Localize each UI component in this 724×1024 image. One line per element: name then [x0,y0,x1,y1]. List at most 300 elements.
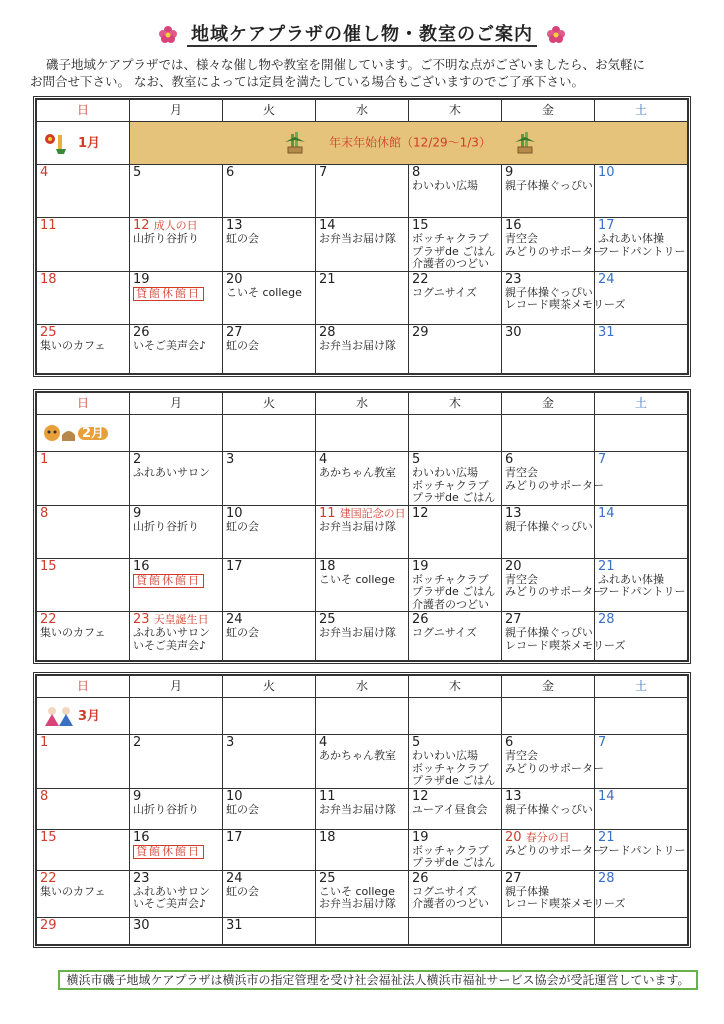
event-label: 親子体操ぐっぴい [505,285,593,299]
event-label: プラザde ごはん [412,244,496,258]
day-cell [409,218,502,272]
day-cell [409,870,502,917]
day-cell [223,788,316,829]
event-label: 青空会 [505,572,538,586]
day-number [226,506,315,521]
weekday-header: 日 [37,393,130,415]
day-number-value: 14 [319,218,336,233]
day-cell [223,505,316,558]
day-number [319,452,408,467]
day-cell [37,612,130,661]
event-label: わいわい広場 [412,466,478,479]
day-cell [130,829,223,870]
event-label: 青空会 [505,232,538,245]
day-number [226,452,315,467]
day-number [598,789,687,804]
day-number [226,165,315,180]
empty-cell [595,415,688,452]
event-label: ふれあい体操 [598,572,664,586]
day-number [226,559,315,574]
day-cell [223,612,316,661]
weekday-header: 火 [223,393,316,415]
day-number-value: 24 [226,612,243,627]
day-number-value: 18 [319,558,336,574]
event-label: ボッチャクラブ [412,232,489,245]
event-label: お弁当お届け隊 [319,802,396,816]
event-label: いそご美声会♪ [133,338,207,352]
day-cell [595,558,688,612]
day-number-value: 4 [40,165,49,180]
weekday-header: 月 [130,100,223,122]
day-number-value: 29 [40,917,57,933]
day-number [505,272,594,287]
day-number-value: 17 [226,829,243,845]
day-number-value: 30 [133,917,150,933]
day-number [412,325,501,340]
event-label: あかちゃん教室 [319,466,396,479]
event-label: みどりのサポーター [505,244,604,258]
day-cell [223,870,316,917]
day-number-value: 3 [226,452,235,467]
day-number [505,506,594,521]
weekday-header: 土 [595,100,688,122]
day-number-value: 26 [133,324,150,340]
event-label: みどりのサポーター [505,478,604,492]
day-number [226,789,315,804]
day-cell [502,324,595,373]
day-cell [223,452,316,506]
day-number [40,559,129,574]
day-number-value: 18 [319,829,336,845]
event-label: ボッチャクラブ [412,761,489,775]
day-number [133,325,222,340]
calendar-march [33,672,691,948]
week-row [37,218,688,272]
day-number-value: 23 [133,870,150,886]
event-label: プラザde ごはん [412,585,496,598]
closed-day-label: 貸館休館日 [133,845,204,859]
calendar-february [33,389,691,664]
day-cell [316,165,409,218]
day-cell [130,917,223,944]
day-cell [37,271,130,324]
event-label: ふれあいサロン [133,466,210,479]
day-cell [37,788,130,829]
month-label [40,122,129,164]
weekday-header: 木 [409,100,502,122]
day-number-value: 16 [505,218,522,233]
day-number [319,272,408,287]
empty-cell [223,698,316,735]
day-cell [502,505,595,558]
event-label: 虹の会 [226,232,259,245]
day-number [505,452,594,467]
kadomatsu-icon [283,132,307,154]
empty-cell [223,415,316,452]
day-number [133,506,222,521]
day-number-value: 1 [40,735,49,750]
weekday-header: 金 [502,393,595,415]
day-number [319,612,408,627]
day-number-value: 26 [412,612,429,627]
day-number-value: 6 [505,452,514,467]
empty-cell [130,415,223,452]
empty-cell [130,698,223,735]
day-number [319,165,408,180]
weekday-header: 木 [409,393,502,415]
event-label: ふれあい体操 [598,232,664,245]
week-row [37,612,688,661]
day-number-value: 17 [226,558,243,574]
day-cell [316,558,409,612]
day-cell [595,612,688,661]
week-row [37,452,688,506]
empty-cell [316,698,409,735]
day-cell [130,218,223,272]
day-number [598,830,687,845]
event-label: プラザde ごはん [412,491,496,504]
event-label: いそご美声会♪ [133,897,207,910]
day-number [226,830,315,845]
holiday-label: 建国記念の日 [339,506,406,520]
day-number [133,559,222,574]
month-label-cell [37,698,130,735]
day-number [598,452,687,467]
event-label: 虹の会 [226,884,259,898]
day-cell [502,558,604,612]
day-number [40,612,129,627]
week-row [37,870,688,917]
day-number-value: 27 [505,612,522,627]
day-number [412,165,501,180]
day-cell [37,558,130,612]
day-number-value: 15 [40,829,57,845]
day-cell [595,452,688,506]
event-label: 集いのカフェ [40,626,106,639]
day-number-value: 13 [226,218,243,233]
holiday-label: 成人の日 [153,219,198,232]
weekday-header: 金 [502,676,595,698]
event-label: いそご美声会♪ [133,638,207,652]
day-number-value: 23 [505,271,522,287]
day-cell [316,218,409,272]
week-row [37,271,688,324]
day-number-value: 8 [40,788,49,804]
day-cell [37,218,130,272]
event-label: みどりのサポーター [505,585,604,598]
day-number-value: 21 [319,271,336,287]
event-label: レコード喫茶メモリーズ [505,897,626,910]
weekday-header-row [37,676,688,698]
day-number-value: 10 [226,788,243,804]
event-label: お弁当お届け隊 [319,897,396,910]
event-label: お弁当お届け隊 [319,519,396,533]
day-cell [130,165,223,218]
weekday-header: 金 [502,100,595,122]
day-cell [502,735,604,789]
day-number [133,272,222,287]
weekday-header: 月 [130,676,223,698]
day-cell [595,324,688,373]
day-number [40,272,129,287]
day-cell [595,218,688,272]
event-label: 介護者のつどい [412,597,489,611]
day-number [598,325,687,340]
day-number-value: 28 [598,870,615,886]
day-cell [130,735,223,789]
day-number-value: 16 [133,558,150,574]
month-label [40,415,129,451]
day-number [40,918,129,933]
day-number [133,789,222,804]
event-label: コグニサイズ [412,626,477,639]
weekday-header: 日 [37,676,130,698]
day-cell [223,324,316,373]
flower-icon [545,24,567,46]
day-number-value: 16 [133,829,150,845]
event-label: ふれあいサロン [133,884,210,898]
day-cell [130,612,223,661]
day-cell [316,271,409,324]
day-number-value: 22 [412,271,429,287]
day-number-value: 12 [412,505,429,521]
day-cell [595,829,688,870]
weekday-header: 水 [316,676,409,698]
day-number-value: 19 [412,829,429,845]
month-label-row [37,122,688,165]
event-label: 青空会 [505,749,538,762]
day-cell [316,829,409,870]
day-number [40,165,129,180]
day-number [505,218,594,233]
day-number-value: 14 [598,505,615,521]
event-label: 親子体操ぐっぴい [505,626,593,639]
week-row [37,558,688,612]
day-number [133,612,222,627]
day-number-value: 23 [133,612,150,627]
day-number-value: 25 [319,612,336,627]
day-number-value: 4 [319,452,328,467]
event-label: 親子体操 [505,884,549,898]
event-label: 虹の会 [226,338,259,352]
closure-banner [130,122,688,165]
day-cell [223,558,316,612]
day-number-value: 24 [226,870,243,886]
day-number-value: 11 [319,505,336,521]
day-cell [595,735,688,789]
day-cell [223,165,316,218]
day-number-value: 11 [40,218,57,233]
week-row [37,735,688,789]
month-label [40,698,129,734]
day-number [226,325,315,340]
weekday-header: 木 [409,676,502,698]
calendar-january [33,96,691,377]
day-cell [130,505,223,558]
day-number-value: 27 [505,870,522,886]
event-label: 介護者のつどい [412,897,489,910]
event-label: ボッチャクラブ [412,478,489,492]
day-cell [37,165,130,218]
event-label: みどりのサポーター [505,843,604,857]
day-number-value: 12 [133,218,150,233]
day-number [598,165,687,180]
day-number [505,871,594,886]
calendar-table [36,99,688,374]
event-label: みどりのサポーター [505,761,604,775]
day-cell [409,829,502,870]
day-number [319,218,408,233]
day-number-value: 25 [319,870,336,886]
event-label: こいそ college [319,572,395,586]
day-cell [37,452,130,506]
day-number-value: 20 [226,271,243,287]
day-number [598,272,687,287]
intro-text: 磯子地域ケアプラザでは、様々な催し物や教室を開催しています。ご不明な点がございましたら、お気軽に お問合せ下さい。 なお、教室によっては定員を満たしている場合もございますのでご了承下さい。 [30,57,646,89]
day-cell [316,324,409,373]
event-label: フードパントリー [598,843,686,857]
day-number-value: 9 [133,505,142,521]
day-number-value: 5 [412,452,421,467]
day-cell [502,165,595,218]
day-cell [223,271,316,324]
day-number [412,452,501,467]
event-label: 介護者のつどい [412,257,489,270]
day-number [40,830,129,845]
week-row [37,165,688,218]
month-label-row [37,415,688,452]
day-number-value: 15 [40,558,57,574]
day-number-value: 24 [598,271,615,287]
day-cell [409,735,502,789]
event-label: 虹の会 [226,626,259,639]
event-label: 山折り谷折り [133,232,199,245]
event-label: レコード喫茶メモリーズ [505,298,626,311]
day-number-value: 22 [40,870,57,886]
day-number [319,830,408,845]
event-label: 虹の会 [226,802,259,816]
flower-icon [157,24,179,46]
day-cell [130,452,223,506]
event-label: お弁当お届け隊 [319,232,396,245]
holiday-label: 春分の日 [525,830,570,844]
day-number [40,735,129,750]
day-cell [223,218,316,272]
day-cell [37,917,130,944]
day-cell [502,829,604,870]
event-label: わいわい広場 [412,179,478,192]
footer-note: 横浜市磯子地域ケアプラザは横浜市の指定管理を受け社会福祉法人横浜市福祉サービス協会が受託運営しています。 [58,970,698,990]
day-number [412,506,501,521]
day-number [133,735,222,750]
day-cell [223,917,316,944]
day-cell [409,271,502,324]
day-number [133,218,222,233]
event-label: プラザde ごはん [412,774,496,787]
day-number [598,218,687,233]
day-cell [37,829,130,870]
event-label: こいそ college [319,884,395,898]
day-number [412,272,501,287]
day-cell [409,788,502,829]
day-cell [595,165,688,218]
event-label: 青空会 [505,466,538,479]
day-number [133,452,222,467]
day-number-value: 9 [505,165,514,180]
weekday-header: 火 [223,676,316,698]
day-cell [595,505,688,558]
day-number [226,918,315,933]
day-number-value: 7 [598,735,607,750]
day-number-value: 10 [226,505,243,521]
day-number-value: 19 [133,271,150,287]
weekday-header: 火 [223,100,316,122]
day-number [40,452,129,467]
day-number-value: 19 [412,558,429,574]
kadomatsu-icon [513,132,537,154]
day-number-value: 30 [505,324,522,340]
day-cell [130,324,223,373]
day-number-value: 31 [598,324,615,340]
day-number [319,325,408,340]
empty-cell [316,415,409,452]
day-number-value: 21 [598,829,615,845]
page-title: 地域ケアプラザの催し物・教室のご案内 [0,20,724,46]
event-label: お弁当お届け隊 [319,338,396,352]
event-label: プラザde ごはん [412,856,496,869]
day-cell [316,735,409,789]
day-number-value: 7 [598,452,607,467]
empty-cell [502,415,595,452]
day-number [505,830,594,845]
week-row [37,829,688,870]
day-number-value: 25 [40,324,57,340]
day-number-value: 28 [319,324,336,340]
day-number-value: 15 [412,218,429,233]
new-year-decoration-icon [42,131,76,155]
day-number [598,559,687,574]
holiday-label: 天皇誕生日 [153,613,209,626]
event-label: 親子体操ぐっぴい [505,519,593,533]
day-number-value: 7 [319,165,328,180]
event-label: 親子体操ぐっぴい [505,179,593,192]
day-cell [409,558,502,612]
event-label: 親子体操ぐっぴい [505,802,593,816]
day-number-value: 10 [598,165,615,180]
empty-cell [409,698,502,735]
event-label: お弁当お届け隊 [319,626,396,639]
day-number [598,612,687,627]
event-label: 山折り谷折り [133,519,199,533]
event-label: フードパントリー [598,244,686,258]
event-label: ボッチャクラブ [412,843,489,857]
day-number-value: 8 [412,165,421,180]
weekday-header: 土 [595,676,688,698]
day-cell [316,870,409,917]
event-label: フードパントリー [598,585,686,598]
day-cell [130,558,223,612]
day-cell [223,829,316,870]
day-number [319,559,408,574]
calendar-table [36,392,688,661]
day-cell [223,735,316,789]
day-number [226,871,315,886]
day-number [505,559,594,574]
day-cell [502,917,595,944]
event-label: ふれあいサロン [133,626,210,639]
event-label: 集いのカフェ [40,338,106,352]
day-number [598,506,687,521]
